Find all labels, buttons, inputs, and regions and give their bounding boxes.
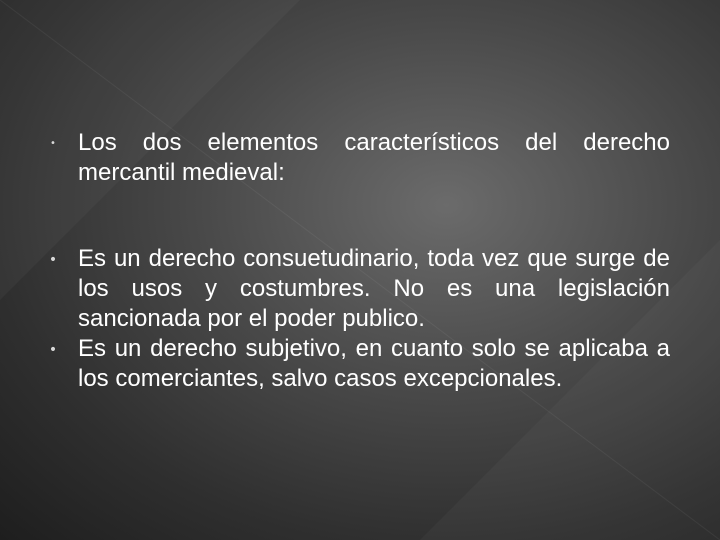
intro-item (48, 128, 670, 188)
bullet-point-text: Es un derecho subjetivo, en cuanto solo se aplicaba a los comerciantes, salvo casos excepcionales. (78, 335, 670, 392)
bullet-point-text: Es un derecho consuetudinario, toda vez que surge de los usos y costumbres. No es una legislación sancionada por el poder publico. (78, 245, 670, 332)
round-bullet-icon: • (48, 252, 58, 268)
small-bullet-icon: • (50, 138, 56, 149)
intro-text: Los dos elementos característicos del derecho mercantil medieval: (78, 129, 670, 186)
round-bullet-icon: • (48, 342, 58, 358)
bullet-point-1 (48, 244, 670, 334)
slide-content (48, 128, 670, 394)
bullet-point-2 (48, 334, 670, 394)
